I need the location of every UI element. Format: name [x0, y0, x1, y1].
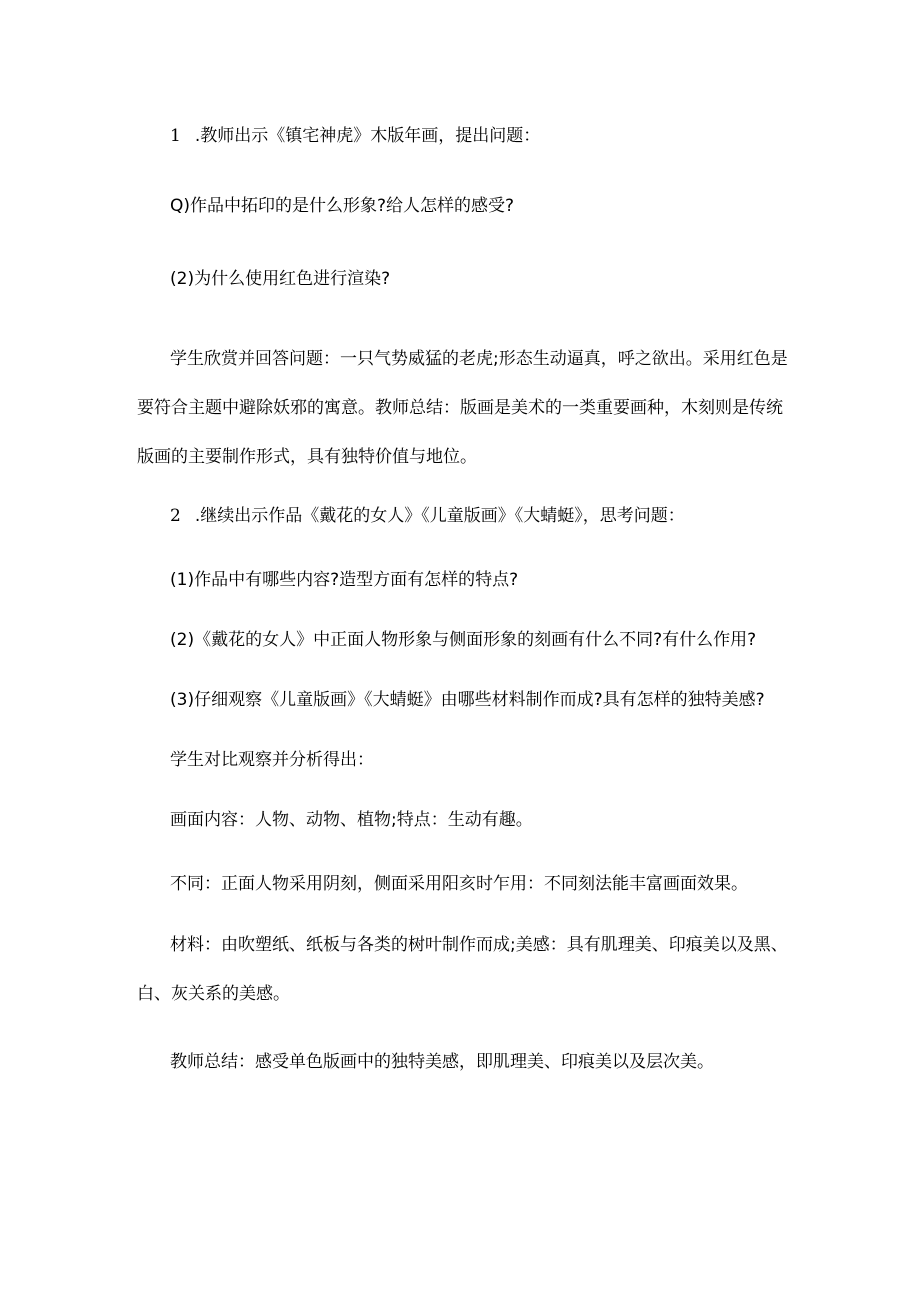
section-1-text: .教师出示《镇宅神虎》木版年画，提出问题： — [194, 126, 541, 146]
material-finding-line-2: 白、灰关系的美感。 — [137, 984, 290, 1004]
section-1-heading — [170, 124, 540, 148]
section-1-number: 1 — [170, 126, 181, 146]
answer-1-line-3: 版画的主要制作形式，具有独特价值与地位。 — [137, 447, 477, 467]
material-finding-line-1: 材料：由吹塑纸、纸板与各类的树叶制作而成;美感：具有肌理美、印痕美以及黑、 — [170, 935, 788, 955]
content-finding: 画面内容：人物、动物、植物;特点：生动有趣。 — [170, 810, 533, 830]
question-2: (2)为什么使用红色进行渲染? — [170, 269, 391, 289]
teacher-summary: 教师总结：感受单色版画中的独特美感，即肌理美、印痕美以及层次美。 — [170, 1052, 714, 1072]
question-4: (2)《戴花的女人》中正面人物形象与侧面形象的刻画有什么不同?有什么作用? — [170, 630, 757, 650]
answer-1-line-2: 要符合主题中避除妖邪的寓意。教师总结：版画是美术的一类重要画种，木刻则是传统 — [137, 398, 783, 418]
question-1: Q)作品中拓印的是什么形象?给人怎样的感受? — [170, 196, 515, 216]
section-2-heading — [170, 504, 685, 528]
question-5: (3)仔细观察《儿童版画》《大蜻蜓》由哪些材料制作而成?具有怎样的独特美感? — [170, 690, 765, 710]
section-2-number: 2 — [170, 506, 181, 526]
section-2-text: .继续出示作品《戴花的女人》《儿童版画》《大蜻蜓》，思考问题： — [194, 506, 685, 526]
difference-finding: 不同：正面人物采用阴刻，侧面采用阳亥时乍用：不同刻法能丰富画面效果。 — [170, 874, 748, 894]
observation-intro: 学生对比观察并分析得出： — [170, 750, 374, 770]
answer-1-line-1: 学生欣赏并回答问题：一只气势威猛的老虎;形态生动逼真，呼之欲出。采用红色是 — [170, 349, 788, 369]
question-3: (1)作品中有哪些内容?造型方面有怎样的特点? — [170, 570, 519, 590]
